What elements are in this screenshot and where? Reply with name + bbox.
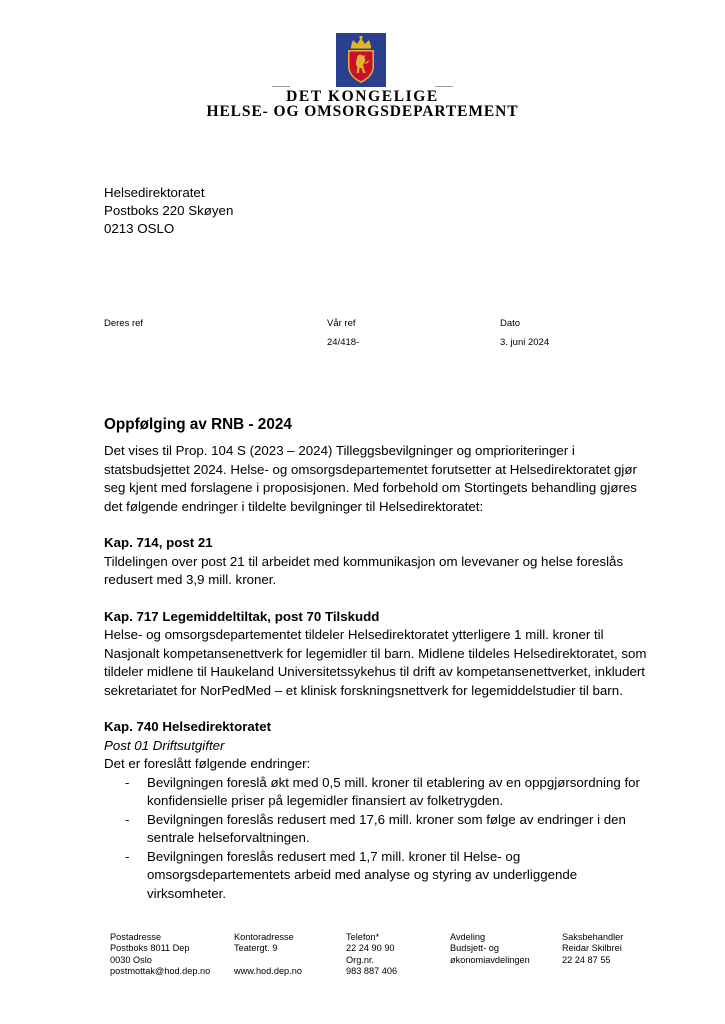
footer-telefon (346, 932, 397, 977)
footer-kontoradresse-line (234, 955, 302, 966)
department-name-line2: HELSE- OG OMSORGSDEPARTEMENT (206, 103, 519, 120)
bullet-dash: - (125, 774, 130, 790)
dato-label: Dato (500, 318, 521, 329)
list-item-text: Bevilgningen foreslås redusert med 17,6 mill. kroner som følge av endringer i den sentrale helseforvaltningen. (147, 811, 626, 845)
list-item (104, 774, 656, 811)
list-item-text: Bevilgningen foreslås redusert med 1,7 mill. kroner til Helse- og omsorgsdepartementets arbeid med analyse og styring av underliggende virksomheter. (147, 848, 578, 901)
footer-telefon-label: Telefon* (346, 932, 380, 942)
footer-kontoradresse-label: Kontoradresse (234, 932, 294, 942)
change-list (104, 774, 656, 904)
footer-postadresse (110, 932, 210, 977)
recipient-address (104, 184, 233, 238)
dato-value: 3. juni 2024 (500, 337, 550, 348)
section-heading-kap-717: Kap. 717 Legemiddeltiltak, post 70 Tilskudd (104, 608, 380, 624)
recipient-city: 0213 OSLO (104, 221, 175, 236)
section-subheading-post-01: Post 01 Driftsutgifter (104, 737, 225, 753)
department-name-line1: DET KONGELIGE (286, 88, 439, 105)
footer-website-link[interactable]: www.hod.dep.no (234, 965, 302, 976)
section-heading-kap-714: Kap. 714, post 21 (104, 535, 213, 550)
footer-avdeling (450, 932, 530, 966)
var-ref-label: Vår ref (327, 318, 356, 329)
footer-telefon-number: 22 24 90 90 (346, 943, 395, 954)
bullet-dash: - (125, 811, 130, 827)
deres-ref-label: Deres ref (104, 318, 144, 329)
section-heading-kap-740: Kap. 740 Helsedirektoratet (104, 719, 272, 734)
footer-kontoradresse-line: Teatergt. 9 (234, 943, 278, 954)
recipient-street: Postboks 220 Skøyen (104, 203, 234, 218)
section-text-kap-740: Det er foreslått følgende endringer: (104, 756, 311, 771)
letter-title: Oppfølging av RNB - 2024 (104, 416, 292, 433)
footer-kontoradresse (234, 932, 302, 977)
footer-email[interactable]: postmottak@hod.dep.no (110, 965, 211, 976)
bullet-dash: - (125, 848, 130, 864)
footer-avdeling-line: økonomiavdelingen (450, 954, 530, 965)
list-item (104, 848, 656, 904)
footer-avdeling-line: Budsjett- og (450, 943, 500, 954)
footer-orgnr-value: 983 887 406 (346, 965, 398, 976)
footer-avdeling-label: Avdeling (450, 932, 486, 942)
list-item-text: Bevilgningen foreslå økt med 0,5 mill. kroner til etablering av en oppgjørsordning for konfidensielle priser på legemidler finansiert av folketrygden. (147, 774, 640, 808)
footer-orgnr-label: Org.nr. (346, 954, 375, 965)
footer-postadresse-line: Postboks 8011 Dep (110, 943, 190, 954)
list-item (104, 811, 656, 848)
section-text-kap-714: Tildelingen over post 21 til arbeidet med kommunikasjon om levevaner og helse foreslås redusert med 3,9 mill. kroner. (104, 553, 624, 587)
intro-paragraph: Det vises til Prop. 104 S (2023 – 2024) Tilleggsbevilgninger og omprioriteringer i statsbudsjettet 2024. Helse- og omsorgsdepartementet forutsetter at Helsedirektoratet gjør seg kjent med forslagene i proposisjonen. Med forbehold om Stortingets behandling gjøres det følgende endringer i tildelte bevilgninger til Helsedirektoratet: (104, 443, 637, 514)
footer-postadresse-label: Postadresse (110, 932, 162, 942)
coat-of-arms-icon (336, 33, 386, 87)
footer-saksbehandler-label: Saksbehandler (562, 932, 624, 942)
footer-saksbehandler (562, 932, 623, 966)
var-ref-value: 24/418- (327, 337, 360, 348)
recipient-name: Helsedirektoratet (104, 185, 205, 200)
footer-saksbehandler-phone: 22 24 87 55 (562, 954, 611, 965)
footer-postadresse-line: 0030 Oslo (110, 954, 152, 965)
letter-body (104, 415, 656, 903)
footer-saksbehandler-name: Reidar Skilbrei (562, 943, 622, 954)
section-text-kap-717: Helse- og omsorgsdepartementet tildeler Helsedirektoratet ytterligere 1 mill. kroner til Nasjonalt kompetansenettverk for legemidler til barn. Midlene tildeles Helsedirektoratet, som tildeler midlene til Haukeland Universitetssykehus til drift av kompetansenettverket, inkludert sekretariatet for NorPedMed – et klinisk forskningsnettverk for legemiddelstudier til barn. (104, 627, 647, 698)
